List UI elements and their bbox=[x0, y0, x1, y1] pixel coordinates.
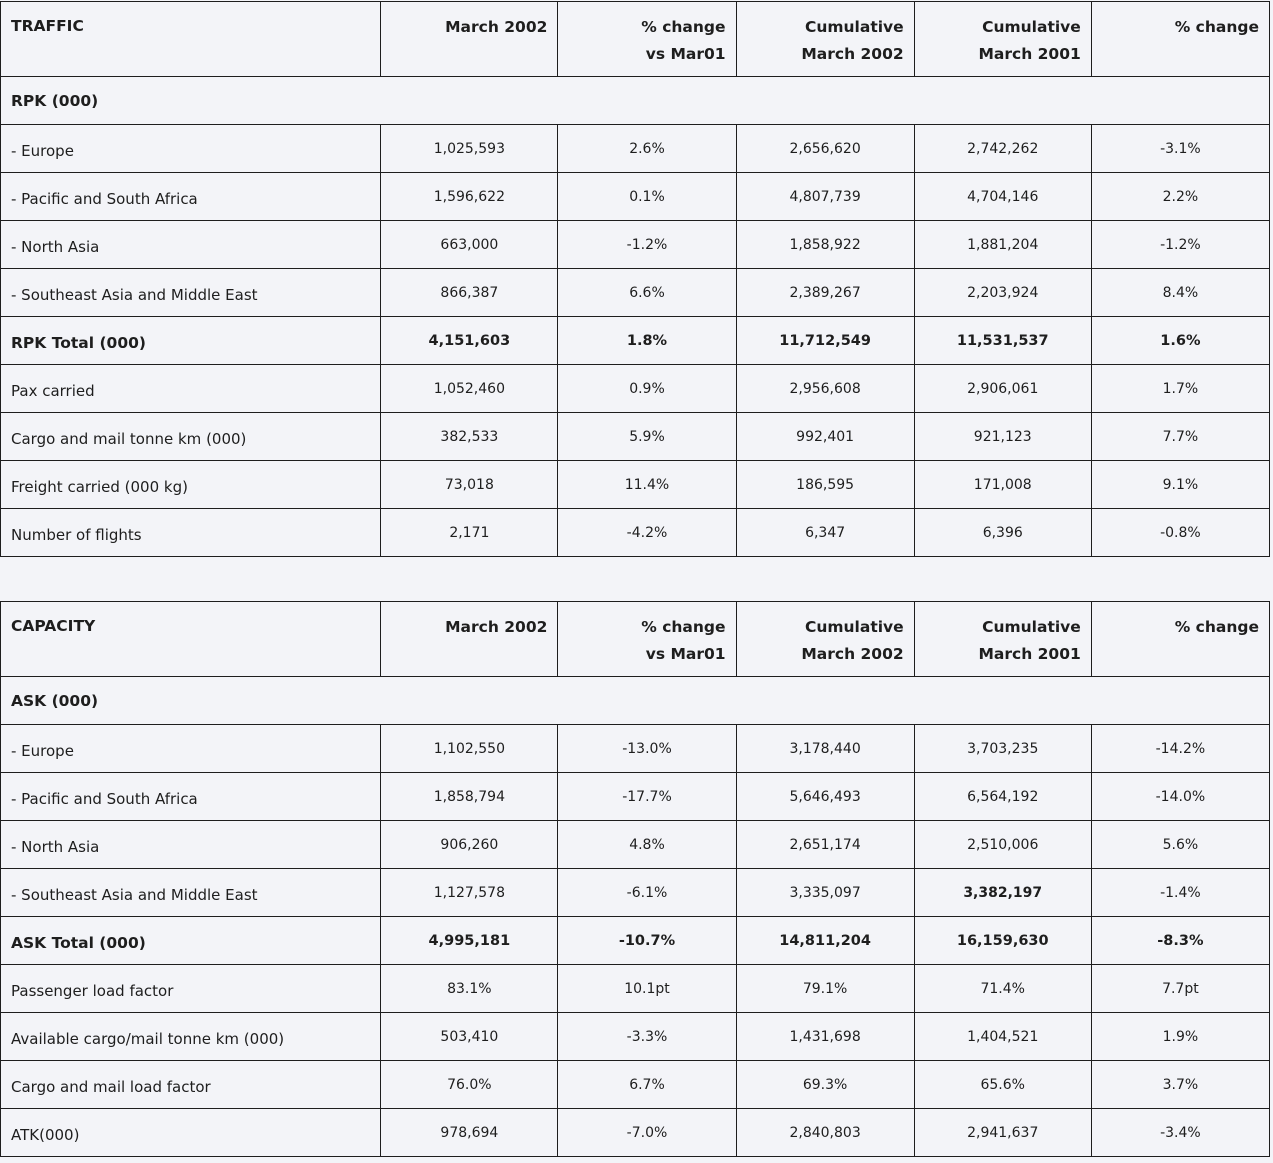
row-label: - Southeast Asia and Middle East bbox=[1, 269, 381, 317]
table-cell: 3.7% bbox=[1091, 1061, 1269, 1109]
col-header-month: March 2002 bbox=[381, 2, 558, 77]
table-cell: 76.0% bbox=[381, 1061, 558, 1109]
table-cell: -8.3% bbox=[1091, 917, 1269, 965]
table-cell: 2,840,803 bbox=[736, 1109, 914, 1157]
table-cell: -6.1% bbox=[558, 869, 736, 917]
table-cell: 906,260 bbox=[381, 821, 558, 869]
table-cell: 2,742,262 bbox=[914, 125, 1091, 173]
row-label: - Southeast Asia and Middle East bbox=[1, 869, 381, 917]
table-cell: 992,401 bbox=[736, 413, 914, 461]
table-cell: 5.9% bbox=[558, 413, 736, 461]
col-header-cumulative-previous: Cumulative March 2001 bbox=[914, 602, 1091, 677]
row-label: - Europe bbox=[1, 125, 381, 173]
table-row bbox=[1, 965, 1270, 1013]
col-header-pct-change: % change bbox=[1091, 602, 1269, 677]
table-row bbox=[1, 365, 1270, 413]
table-row bbox=[1, 509, 1270, 557]
table-row bbox=[1, 461, 1270, 509]
table-cell: -17.7% bbox=[558, 773, 736, 821]
row-label: Passenger load factor bbox=[1, 965, 381, 1013]
table-cell: 186,595 bbox=[736, 461, 914, 509]
table-cell: 65.6% bbox=[914, 1061, 1091, 1109]
col-header-month: March 2002 bbox=[381, 602, 558, 677]
table-cell: 1.7% bbox=[1091, 365, 1269, 413]
table-cell: 11,712,549 bbox=[736, 317, 914, 365]
table-cell: 2,906,061 bbox=[914, 365, 1091, 413]
row-label: - Europe bbox=[1, 725, 381, 773]
table-cell: 1,127,578 bbox=[381, 869, 558, 917]
row-label: Cargo and mail load factor bbox=[1, 1061, 381, 1109]
row-label: Available cargo/mail tonne km (000) bbox=[1, 1013, 381, 1061]
table-cell: -3.3% bbox=[558, 1013, 736, 1061]
table-cell: 71.4% bbox=[914, 965, 1091, 1013]
table-cell: 921,123 bbox=[914, 413, 1091, 461]
table-row bbox=[1, 413, 1270, 461]
table-cell: -14.0% bbox=[1091, 773, 1269, 821]
table-cell: 1,102,550 bbox=[381, 725, 558, 773]
table-cell: 4.8% bbox=[558, 821, 736, 869]
table-cell: 6.7% bbox=[558, 1061, 736, 1109]
table-cell: -1.2% bbox=[1091, 221, 1269, 269]
table-cell: -1.4% bbox=[1091, 869, 1269, 917]
table-cell: 79.1% bbox=[736, 965, 914, 1013]
table-row bbox=[1, 725, 1270, 773]
table-cell: 382,533 bbox=[381, 413, 558, 461]
table-cell: 2,389,267 bbox=[736, 269, 914, 317]
table-cell: 866,387 bbox=[381, 269, 558, 317]
table-cell: 6,347 bbox=[736, 509, 914, 557]
row-label: Pax carried bbox=[1, 365, 381, 413]
table-cell: 503,410 bbox=[381, 1013, 558, 1061]
table-cell: 10.1pt bbox=[558, 965, 736, 1013]
table-row bbox=[1, 1061, 1270, 1109]
row-label: ATK(000) bbox=[1, 1109, 381, 1157]
table-row bbox=[1, 269, 1270, 317]
table-cell: -10.7% bbox=[558, 917, 736, 965]
section-label: ASK (000) bbox=[1, 677, 1270, 725]
table-row bbox=[1, 869, 1270, 917]
col-header-pct-change: % change bbox=[1091, 2, 1269, 77]
col-header-pct-change-vs-prev: % change vs Mar01 bbox=[558, 2, 736, 77]
table-cell: -3.1% bbox=[1091, 125, 1269, 173]
section-label: RPK (000) bbox=[1, 77, 1270, 125]
table-cell: 1,431,698 bbox=[736, 1013, 914, 1061]
table-cell: 14,811,204 bbox=[736, 917, 914, 965]
table-cell: 2,171 bbox=[381, 509, 558, 557]
table-cell: 171,008 bbox=[914, 461, 1091, 509]
table-cell: 1,858,922 bbox=[736, 221, 914, 269]
table-cell: 0.9% bbox=[558, 365, 736, 413]
table-cell: 16,159,630 bbox=[914, 917, 1091, 965]
table-cell: 2.6% bbox=[558, 125, 736, 173]
table-cell: 1,596,622 bbox=[381, 173, 558, 221]
table-cell: 6.6% bbox=[558, 269, 736, 317]
table-cell: 8.4% bbox=[1091, 269, 1269, 317]
table-cell: 5,646,493 bbox=[736, 773, 914, 821]
table-cell: -4.2% bbox=[558, 509, 736, 557]
row-label: - Pacific and South Africa bbox=[1, 773, 381, 821]
table-cell: 1.8% bbox=[558, 317, 736, 365]
table-cell: 1,881,204 bbox=[914, 221, 1091, 269]
table-cell: 3,335,097 bbox=[736, 869, 914, 917]
table-cell: 5.6% bbox=[1091, 821, 1269, 869]
table-row bbox=[1, 821, 1270, 869]
table-cell: 6,396 bbox=[914, 509, 1091, 557]
table-cell: 9.1% bbox=[1091, 461, 1269, 509]
table-cell: 2,651,174 bbox=[736, 821, 914, 869]
table-row bbox=[1, 125, 1270, 173]
table-cell: 4,704,146 bbox=[914, 173, 1091, 221]
row-label: - North Asia bbox=[1, 221, 381, 269]
traffic-header-row bbox=[1, 2, 1270, 77]
table-cell: 73,018 bbox=[381, 461, 558, 509]
table-cell: -3.4% bbox=[1091, 1109, 1269, 1157]
table-cell: 2,656,620 bbox=[736, 125, 914, 173]
table-cell: 978,694 bbox=[381, 1109, 558, 1157]
col-header-pct-change-vs-prev: % change vs Mar01 bbox=[558, 602, 736, 677]
table-cell: 1,025,593 bbox=[381, 125, 558, 173]
col-header-cumulative-current: Cumulative March 2002 bbox=[736, 602, 914, 677]
table-cell: -0.8% bbox=[1091, 509, 1269, 557]
section-row bbox=[1, 677, 1270, 725]
table-cell: 83.1% bbox=[381, 965, 558, 1013]
table-row bbox=[1, 1109, 1270, 1157]
table-cell: 7.7pt bbox=[1091, 965, 1269, 1013]
table-cell: -1.2% bbox=[558, 221, 736, 269]
table-cell: 1.9% bbox=[1091, 1013, 1269, 1061]
table-cell: 4,807,739 bbox=[736, 173, 914, 221]
table-cell: 7.7% bbox=[1091, 413, 1269, 461]
table-cell: 69.3% bbox=[736, 1061, 914, 1109]
table-cell: 4,151,603 bbox=[381, 317, 558, 365]
table-cell: 3,703,235 bbox=[914, 725, 1091, 773]
table-cell: 3,178,440 bbox=[736, 725, 914, 773]
table-cell: 4,995,181 bbox=[381, 917, 558, 965]
row-label: RPK Total (000) bbox=[1, 317, 381, 365]
capacity-header-row bbox=[1, 602, 1270, 677]
table-row bbox=[1, 773, 1270, 821]
table-cell: 1,052,460 bbox=[381, 365, 558, 413]
table-cell: -14.2% bbox=[1091, 725, 1269, 773]
table-row bbox=[1, 1013, 1270, 1061]
table-cell: 1,404,521 bbox=[914, 1013, 1091, 1061]
table-cell: 11,531,537 bbox=[914, 317, 1091, 365]
table-cell: 0.1% bbox=[558, 173, 736, 221]
capacity-title: CAPACITY bbox=[1, 602, 381, 677]
table-cell: 1.6% bbox=[1091, 317, 1269, 365]
table-cell: 2.2% bbox=[1091, 173, 1269, 221]
col-header-cumulative-current: Cumulative March 2002 bbox=[736, 2, 914, 77]
table-cell: 6,564,192 bbox=[914, 773, 1091, 821]
table-cell: 2,941,637 bbox=[914, 1109, 1091, 1157]
table-cell: -7.0% bbox=[558, 1109, 736, 1157]
row-label: - Pacific and South Africa bbox=[1, 173, 381, 221]
table-cell: 11.4% bbox=[558, 461, 736, 509]
row-label: Number of flights bbox=[1, 509, 381, 557]
traffic-title: TRAFFIC bbox=[1, 2, 381, 77]
capacity-table bbox=[0, 601, 1270, 1157]
total-row bbox=[1, 317, 1270, 365]
row-label: Cargo and mail tonne km (000) bbox=[1, 413, 381, 461]
table-row bbox=[1, 173, 1270, 221]
section-row bbox=[1, 77, 1270, 125]
table-cell: 2,510,006 bbox=[914, 821, 1091, 869]
row-label: ASK Total (000) bbox=[1, 917, 381, 965]
row-label: Freight carried (000 kg) bbox=[1, 461, 381, 509]
row-label: - North Asia bbox=[1, 821, 381, 869]
table-cell: 663,000 bbox=[381, 221, 558, 269]
table-cell: 2,956,608 bbox=[736, 365, 914, 413]
table-cell: -13.0% bbox=[558, 725, 736, 773]
total-row bbox=[1, 917, 1270, 965]
traffic-table bbox=[0, 1, 1270, 557]
col-header-cumulative-previous: Cumulative March 2001 bbox=[914, 2, 1091, 77]
table-cell: 2,203,924 bbox=[914, 269, 1091, 317]
table-row bbox=[1, 221, 1270, 269]
table-cell: 3,382,197 bbox=[914, 869, 1091, 917]
table-cell: 1,858,794 bbox=[381, 773, 558, 821]
